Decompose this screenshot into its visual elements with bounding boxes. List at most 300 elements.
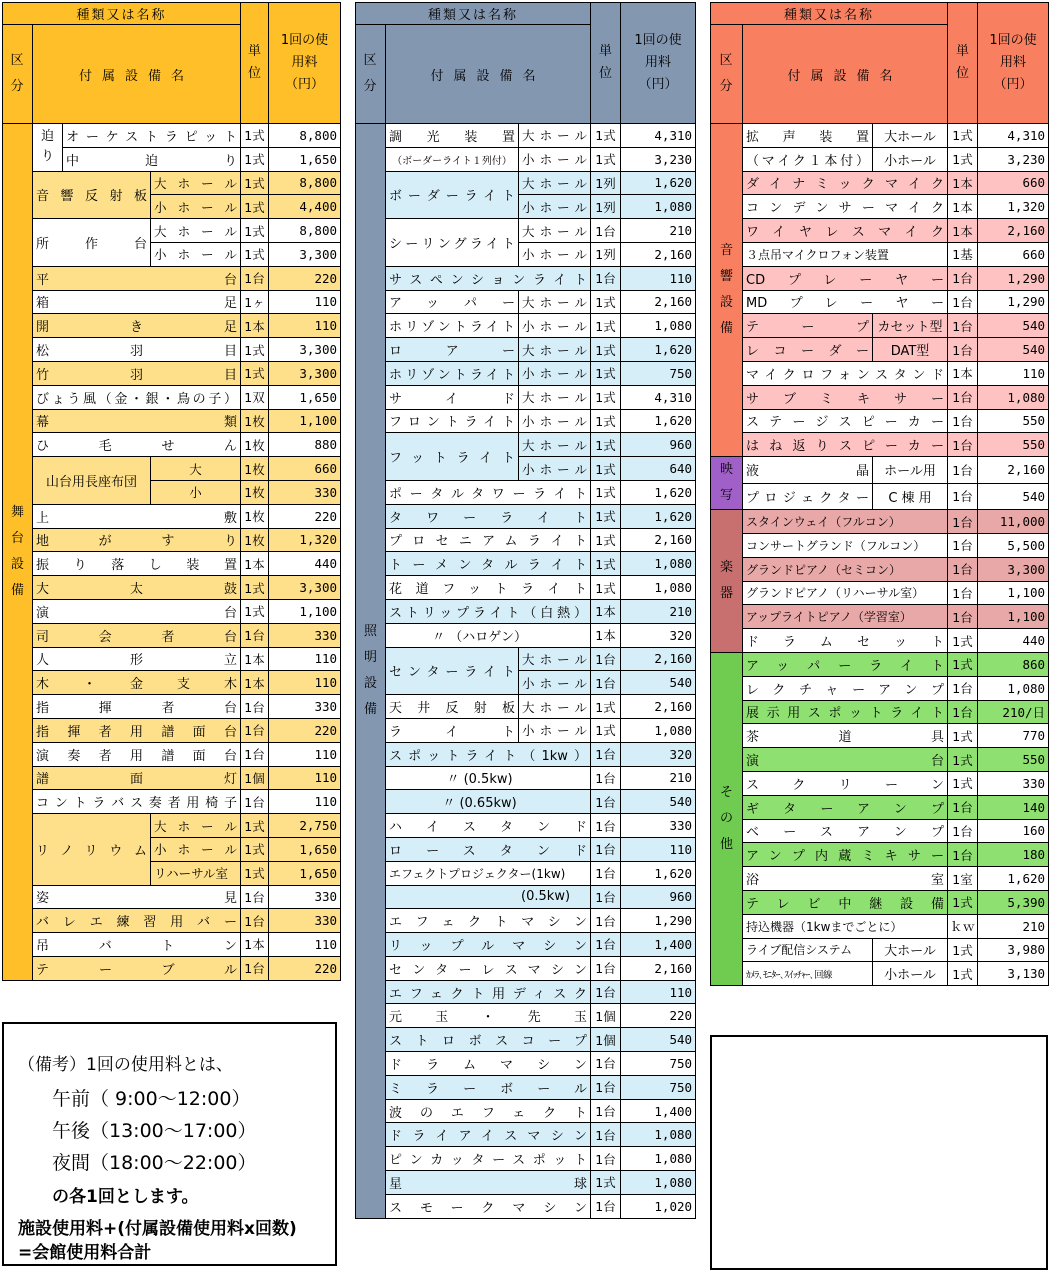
price-cell: 2,160 [621, 647, 696, 671]
unit-cell: 1台 [241, 718, 269, 742]
unit-cell: 1台 [591, 266, 621, 290]
item-variant: 大ホール [519, 433, 591, 457]
section-projection [711, 457, 743, 510]
price-cell: 1,620 [621, 409, 696, 433]
table-row [3, 266, 341, 290]
unit-cell: 1台 [241, 266, 269, 290]
price-cell: 330 [269, 623, 341, 647]
unit-cell: 1台 [948, 795, 978, 819]
price-cell: 330 [978, 771, 1049, 795]
unit-cell: 1式 [591, 433, 621, 457]
price-cell: 5,500 [978, 533, 1049, 557]
item-name: ホリゾントライト [386, 361, 519, 385]
price-cell: 110 [621, 266, 696, 290]
table-row [711, 652, 1049, 676]
item-name: 指揮者用譜面台 [33, 718, 241, 742]
item-name: 演台 [33, 599, 241, 623]
price-cell: 880 [269, 433, 341, 457]
unit-cell: 1式 [591, 1171, 621, 1195]
unit-cell: 1式 [948, 771, 978, 795]
item-variant: 大ホール [519, 124, 591, 148]
unit-cell: 1式 [241, 837, 269, 861]
price-cell: 640 [621, 457, 696, 481]
table-row [356, 718, 696, 742]
item-variant: 大ホール [151, 171, 241, 195]
price-cell: 540 [978, 483, 1049, 510]
unit-cell: 1本 [591, 599, 621, 623]
item-variant: 小ホール [151, 242, 241, 266]
price-cell: 1,080 [621, 314, 696, 338]
table-row [711, 314, 1049, 338]
price-cell: 1,290 [621, 909, 696, 933]
item-name: コンデンサーマイク [743, 195, 948, 219]
unit-cell: 1台 [241, 623, 269, 647]
item-variant: リハーサル室 [151, 861, 241, 885]
unit-cell: 1台 [948, 581, 978, 605]
section-sound [711, 124, 743, 457]
table-row [711, 457, 1049, 484]
item-name: 箱足 [33, 290, 241, 314]
table-row [711, 676, 1049, 700]
item-name: 振り落し装置 [33, 552, 241, 576]
unit-cell: 1式 [241, 861, 269, 885]
item-variant: 小ホール [151, 195, 241, 219]
table-row [3, 552, 341, 576]
item-name: テーブル [33, 956, 241, 980]
header-section: 区分 [711, 25, 743, 124]
table-row [356, 552, 696, 576]
section-label: 舞台設備 [10, 504, 24, 598]
item-name: 調光装置 [386, 124, 519, 148]
item-name: 所作台 [33, 219, 151, 267]
item-name: ライト [386, 718, 519, 742]
item-name: ボーダーライト [386, 171, 519, 219]
price-cell: 1,100 [978, 581, 1049, 605]
price-cell: 220 [269, 718, 341, 742]
item-name: コンサートグランド（フルコン） [743, 533, 948, 557]
table-row [711, 147, 1049, 171]
item-name: 浴室 [743, 867, 948, 891]
unit-cell: 1式 [591, 290, 621, 314]
unit-cell: 1台 [591, 766, 621, 790]
item-name: ポータルタワーライト [386, 480, 591, 504]
item-variant: 小ホール [519, 409, 591, 433]
price-cell: 1,100 [269, 599, 341, 623]
unit-cell: 1本 [948, 361, 978, 385]
unit-cell: 1台 [948, 385, 978, 409]
table-row [711, 385, 1049, 409]
section-label: 音響設備 [719, 243, 733, 337]
item-name: 指揮者台 [33, 695, 241, 719]
item-name: 天井反射板 [386, 695, 519, 719]
unit-cell: 1台 [241, 790, 269, 814]
price-cell: 550 [978, 409, 1049, 433]
table-row [356, 623, 696, 647]
price-cell: 11,000 [978, 510, 1049, 534]
sound-and-other-panel [710, 2, 1049, 986]
unit-cell: 1式 [241, 147, 269, 171]
item-name: ベースアンプ [743, 819, 948, 843]
table-row [711, 483, 1049, 510]
unit-cell: 1個 [241, 766, 269, 790]
item-variant: 大ホール [151, 219, 241, 243]
item-name: スモークマシン [386, 1194, 591, 1218]
table-row [3, 814, 341, 838]
table-row [356, 1052, 696, 1076]
header-section: 区分 [3, 25, 33, 124]
price-cell: 550 [978, 748, 1049, 772]
table-row [3, 623, 341, 647]
table-row [356, 933, 696, 957]
unit-cell: 1台 [591, 956, 621, 980]
price-cell: 750 [621, 1052, 696, 1076]
table-row [356, 171, 696, 195]
item-name: レコーダー [743, 338, 873, 362]
price-cell: 1,100 [978, 605, 1049, 629]
price-cell: 2,160 [621, 290, 696, 314]
price-cell: 960 [621, 885, 696, 909]
unit-cell: 1台 [241, 695, 269, 719]
table-row [356, 837, 696, 861]
price-cell: 220 [621, 1004, 696, 1028]
unit-cell: 1台 [591, 1147, 621, 1171]
price-cell: 110 [269, 933, 341, 957]
table-row [3, 647, 341, 671]
table-row [711, 242, 1049, 266]
unit-cell: 1台 [591, 1075, 621, 1099]
price-cell: 660 [978, 171, 1049, 195]
unit-cell: 1台 [948, 533, 978, 557]
unit-cell: 1枚 [241, 528, 269, 552]
price-cell: 1,650 [269, 861, 341, 885]
price-cell: 540 [978, 314, 1049, 338]
unit-cell: 1式 [241, 361, 269, 385]
price-cell: 1,620 [621, 504, 696, 528]
item-name: ドライアイスマシン [386, 1123, 591, 1147]
unit-cell: 1式 [591, 576, 621, 600]
item-variant: C 棟 用 [873, 483, 948, 510]
item-variant: ホール用 [873, 457, 948, 484]
unit-cell: 1式 [948, 629, 978, 653]
table-row [356, 742, 696, 766]
table-row [3, 219, 341, 243]
table-row [356, 219, 696, 243]
price-cell: 210/日 [978, 700, 1049, 724]
unit-cell: 1本 [241, 552, 269, 576]
unit-cell: 1台 [948, 314, 978, 338]
unit-cell: 1式 [948, 124, 978, 148]
note-line: 夜間（18:00〜22:00） [52, 1152, 257, 1174]
item-name: びょう風（金・銀・鳥の子） [33, 385, 241, 409]
item-name: ミラーボール [386, 1075, 591, 1099]
item-name: 元玉・先玉 [386, 1004, 591, 1028]
unit-cell: 1枚 [241, 457, 269, 481]
price-cell: 1,020 [621, 1194, 696, 1218]
price-cell: 220 [269, 504, 341, 528]
unit-cell: 1式 [948, 962, 978, 986]
price-cell: 3,300 [978, 557, 1049, 581]
unit-cell: 1室 [948, 867, 978, 891]
price-cell: 330 [621, 814, 696, 838]
price-cell: 1,620 [621, 171, 696, 195]
price-cell: 1,650 [269, 385, 341, 409]
table-row [711, 409, 1049, 433]
item-name: 〃 (0.5kw) [386, 766, 591, 790]
table-row [3, 171, 341, 195]
price-cell: 210 [978, 914, 1049, 938]
unit-cell: 1式 [591, 147, 621, 171]
table-row [356, 909, 696, 933]
unit-cell: 1双 [241, 385, 269, 409]
item-name: タワーライト [386, 504, 591, 528]
table-row [356, 647, 696, 671]
header-price: 1回の使用料（円） [621, 3, 696, 124]
price-cell: 1,620 [621, 861, 696, 885]
item-name: プロセニアムライト [386, 528, 591, 552]
table-row [711, 938, 1049, 962]
item-name: 〃 (0.65kw) [386, 790, 591, 814]
item-name: アッパー [386, 290, 519, 314]
unit-cell: 1列 [591, 195, 621, 219]
table-row [711, 171, 1049, 195]
table-row [356, 314, 696, 338]
unit-cell: 1式 [591, 504, 621, 528]
price-cell: 1,620 [978, 867, 1049, 891]
price-cell: 110 [269, 314, 341, 338]
unit-cell: 1式 [241, 599, 269, 623]
table-row [356, 790, 696, 814]
note-line: 午後（13:00〜17:00） [52, 1120, 257, 1142]
unit-cell: 1台 [591, 1099, 621, 1123]
item-variant: 小ホール [519, 242, 591, 266]
unit-cell: 1枚 [241, 480, 269, 504]
item-name: （マイク１本付） [743, 147, 873, 171]
table-row [3, 314, 341, 338]
table-row [356, 480, 696, 504]
item-name: 上敷 [33, 504, 241, 528]
price-cell: 1,080 [621, 718, 696, 742]
unit-cell: 1式 [241, 338, 269, 362]
table-row [711, 361, 1049, 385]
item-name: ピンカッタースポット [386, 1147, 591, 1171]
price-cell: 2,160 [621, 956, 696, 980]
price-cell: 2,160 [621, 695, 696, 719]
unit-cell: 1本 [241, 314, 269, 338]
header-unit: 単位 [591, 3, 621, 124]
price-cell: 860 [978, 652, 1049, 676]
unit-cell: 1台 [591, 647, 621, 671]
table-row [711, 510, 1049, 534]
unit-cell: 1式 [241, 195, 269, 219]
table-row [3, 885, 341, 909]
item-variant: 小ホール [873, 962, 948, 986]
unit-cell: 1台 [948, 457, 978, 484]
unit-cell: 1本 [241, 933, 269, 957]
unit-cell: 1式 [948, 938, 978, 962]
unit-cell: 1式 [241, 219, 269, 243]
table-row [356, 695, 696, 719]
sound-and-other-table [710, 2, 1049, 986]
item-name: リノリウム [33, 814, 151, 885]
item-name: 拡声装置 [743, 124, 873, 148]
price-cell: 540 [621, 1028, 696, 1052]
price-cell: 440 [269, 552, 341, 576]
table-row [356, 290, 696, 314]
price-cell: 4,310 [978, 124, 1049, 148]
item-name: 竹羽目 [33, 361, 241, 385]
table-row [3, 933, 341, 957]
unit-cell: 1式 [591, 552, 621, 576]
unit-cell: 1台 [591, 790, 621, 814]
price-cell: 1,080 [621, 1147, 696, 1171]
table-row [3, 599, 341, 623]
unit-cell: ｋｗ [948, 914, 978, 938]
table-row [3, 956, 341, 980]
item-name: ドラムセット [743, 629, 948, 653]
table-row [356, 1147, 696, 1171]
item-name: テレビ中継設備 [743, 890, 948, 914]
unit-cell: 1台 [591, 219, 621, 243]
header-section: 区分 [356, 25, 386, 124]
unit-cell: 1台 [948, 409, 978, 433]
item-name: ホリゾントライト [386, 314, 519, 338]
unit-cell: 1式 [948, 748, 978, 772]
item-name: ギターアンプ [743, 795, 948, 819]
table-row [356, 956, 696, 980]
price-cell: 960 [621, 433, 696, 457]
section-other [711, 652, 743, 985]
unit-cell: 1ヶ [241, 290, 269, 314]
price-cell: 1,620 [621, 480, 696, 504]
unit-cell: 1台 [241, 956, 269, 980]
price-cell: 4,400 [269, 195, 341, 219]
stage-equipment-panel [2, 2, 341, 981]
table-row [3, 528, 341, 552]
item-name: ストリップライト（白熱） [386, 599, 591, 623]
price-cell: 110 [269, 671, 341, 695]
price-cell: 540 [978, 338, 1049, 362]
item-name: ステージスピーカー [743, 409, 948, 433]
item-variant: 小ホール [519, 314, 591, 338]
item-name: アッパーライト [743, 652, 948, 676]
section-stage [3, 124, 33, 981]
price-cell: 540 [621, 790, 696, 814]
price-cell: 2,160 [621, 242, 696, 266]
unit-cell: 1台 [948, 605, 978, 629]
item-variant: 大ホール [519, 385, 591, 409]
price-cell: 1,080 [621, 1171, 696, 1195]
item-name: 持込機器（1kwまでごとに） [743, 914, 948, 938]
header-price: 1回の使用料（円） [978, 3, 1049, 124]
unit-cell: 1式 [591, 718, 621, 742]
price-cell: 330 [269, 885, 341, 909]
unit-cell: 1本 [591, 623, 621, 647]
item-name: センターライト [386, 647, 519, 695]
item-name: 星球 [386, 1171, 591, 1195]
price-cell: 750 [621, 1075, 696, 1099]
unit-cell: 1台 [591, 671, 621, 695]
price-cell: 770 [978, 724, 1049, 748]
table-row [3, 409, 341, 433]
item-name: バレエ練習用バー [33, 909, 241, 933]
item-name: 展示用スポットライト [743, 700, 948, 724]
item-name: 液晶 [743, 457, 873, 484]
price-cell: 8,800 [269, 124, 341, 148]
table-row [3, 718, 341, 742]
price-cell: 210 [621, 219, 696, 243]
price-cell: 8,800 [269, 219, 341, 243]
item-variant: 小ホール [519, 671, 591, 695]
unit-cell: 1台 [591, 909, 621, 933]
table-row [711, 867, 1049, 891]
unit-cell: 1式 [591, 124, 621, 148]
item-name: アンプ内蔵ミキサー [743, 843, 948, 867]
item-name: 大太鼓 [33, 576, 241, 600]
item-name: ライブ配信システム [743, 938, 873, 962]
unit-cell: 1式 [241, 242, 269, 266]
header-unit: 単位 [241, 3, 269, 124]
table-row [711, 219, 1049, 243]
item-name: グランドピアノ（セミコン） [743, 557, 948, 581]
item-variant: 大ホール [873, 124, 948, 148]
item-name: エフェクトプロジェクター(1kw) [386, 861, 591, 885]
table-row [3, 361, 341, 385]
section-label: 楽器 [719, 560, 733, 602]
unit-cell: 1台 [591, 933, 621, 957]
table-row [711, 533, 1049, 557]
item-name: フットライト [386, 433, 519, 481]
price-cell: 1,290 [978, 290, 1049, 314]
unit-cell: 1台 [948, 338, 978, 362]
table-row [356, 599, 696, 623]
item-name: ロアー [386, 338, 519, 362]
table-row [356, 1004, 696, 1028]
item-name: はね返りスピーカー [743, 433, 948, 457]
item-name: 松羽目 [33, 338, 241, 362]
unit-cell: 1式 [948, 147, 978, 171]
item-name: 花道フットライト [386, 576, 591, 600]
price-cell: 140 [978, 795, 1049, 819]
price-cell: 220 [269, 266, 341, 290]
table-row [711, 124, 1049, 148]
table-row [711, 962, 1049, 986]
unit-cell: 1基 [948, 242, 978, 266]
item-variant: 小ホール [873, 147, 948, 171]
table-row [356, 980, 696, 1004]
item-variant: 小 [151, 480, 241, 504]
item-name: 迫り [33, 124, 63, 172]
price-cell: 3,300 [269, 361, 341, 385]
unit-cell: 1台 [591, 837, 621, 861]
table-row [3, 433, 341, 457]
table-row [3, 576, 341, 600]
table-row [3, 385, 341, 409]
unit-cell: 1台 [591, 814, 621, 838]
item-variant: 大ホール [519, 171, 591, 195]
price-cell: 110 [978, 361, 1049, 385]
header-unit: 単位 [948, 3, 978, 124]
price-cell: 2,160 [978, 457, 1049, 484]
price-cell: 750 [621, 361, 696, 385]
item-name: アップライトピアノ（学習室） [743, 605, 948, 629]
item-name: スクリーン [743, 771, 948, 795]
unit-cell: 1式 [948, 652, 978, 676]
unit-cell: 1台 [948, 290, 978, 314]
table-row [3, 504, 341, 528]
section-label: 照明設備 [363, 623, 377, 717]
table-row [711, 266, 1049, 290]
price-cell: 1,320 [269, 528, 341, 552]
